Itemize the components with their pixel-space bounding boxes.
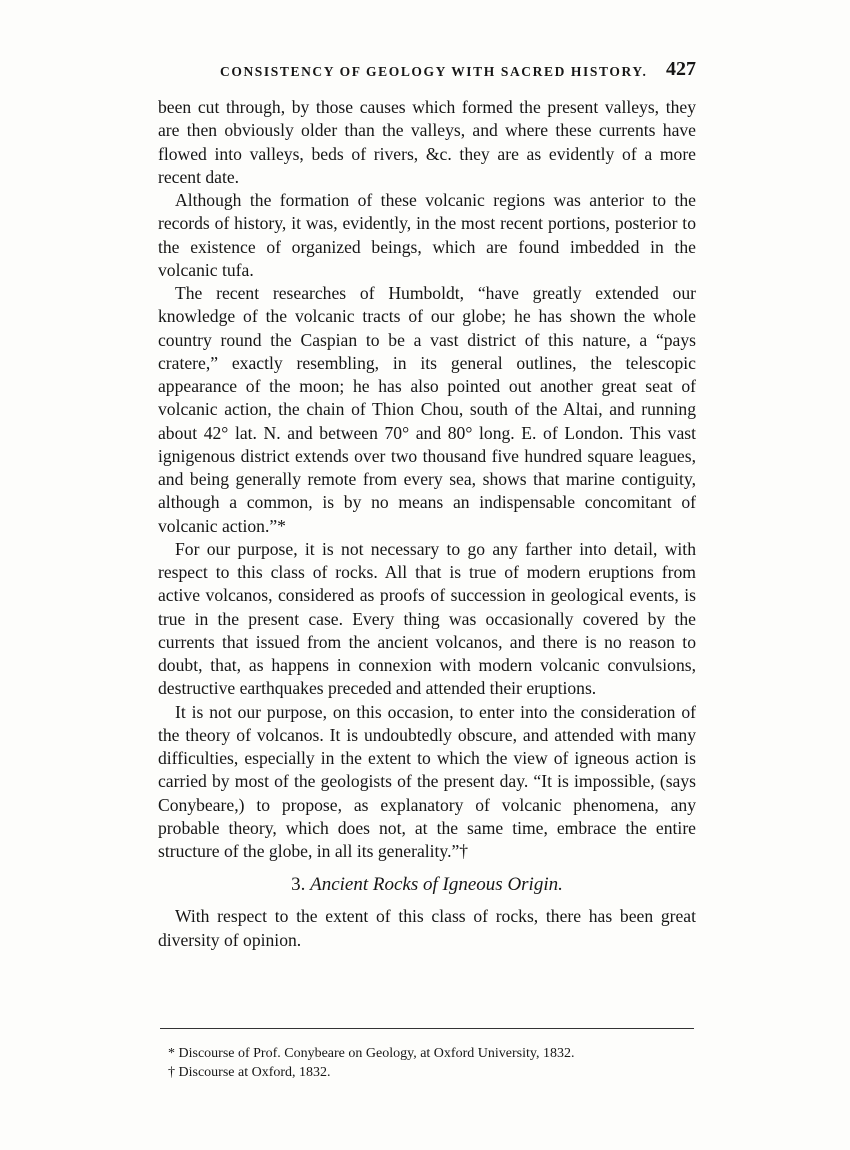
footnotes [160,1044,694,1082]
paragraph-continued: been cut through, by those causes which formed the present valleys, they are then obviously older than the valleys, and where these currents have flowed into valleys, beds of rivers, &c. they are as evidently of a more recent date. [158,97,696,187]
section-heading [158,873,696,897]
page-number: 427 [666,58,696,80]
footnote-divider [160,1028,694,1029]
running-title: CONSISTENCY OF GEOLOGY WITH SACRED HISTORY. [220,64,648,79]
paragraph: For our purpose, it is not necessary to go any farther into detail, with respect to this class of rocks. All that is true of modern eruptions from active volcanos, considered as proofs of succession in geological events, is true in the present case. Every thing was occasionally covered by the currents that issued from the ancient volcanos, and there is no reason to doubt, that, as happens in connexion with modern volcanic convulsions, destructive earthquakes preceded and attended their eruptions. [158,538,696,699]
footnote: * Discourse of Prof. Conybeare on Geology, at Oxford University, 1832. [168,1046,575,1061]
section-title: Ancient Rocks of Igneous Origin. [310,874,563,896]
paragraph: It is not our purpose, on this occasion, to enter into the consideration of the theory of volcanos. It is undoubtedly obscure, and attended with many difficulties, especially in the extent to which the view of igneous action is carried by most of the geologists of the present day. “It is impossible, (says Conybeare,) to propose, as explanatory of volcanic phenomena, any probable theory, which does not, at the same time, embrace the entire structure of the globe, in all its generality.”† [158,701,696,861]
paragraph: Although the formation of these volcanic regions was anterior to the records of history, it was, evidently, in the most recent portions, posterior to the existence of organized beings, which are found imbedded in the volcanic tufa. [158,190,696,280]
body-text [158,96,696,952]
section-number: 3. [291,874,306,896]
paragraph: With respect to the extent of this class of rocks, there has been great diversity of opinion. [158,906,696,950]
footnote: † Discourse at Oxford, 1832. [168,1065,331,1080]
page-header [158,58,696,88]
paragraph: The recent researches of Humboldt, “have greatly extended our knowledge of the volcanic tracts of our globe; he has shown the whole country round the Caspian to be a vast district of this nature, a “pays cratere,” exactly resembling, in its general outlines, the telescopic appearance of the moon; he has also pointed out another great seat of volcanic action, the chain of Thion Chou, south of the Altai, and running about 42° lat. N. and between 70° and 80° long. E. of London. This vast ignigenous district extends over two thousand five hundred square leagues, and being generally remote from every sea, shows that marine contiguity, although a common, is by no means an indispensable concomitant of volcanic action.”* [158,283,696,536]
